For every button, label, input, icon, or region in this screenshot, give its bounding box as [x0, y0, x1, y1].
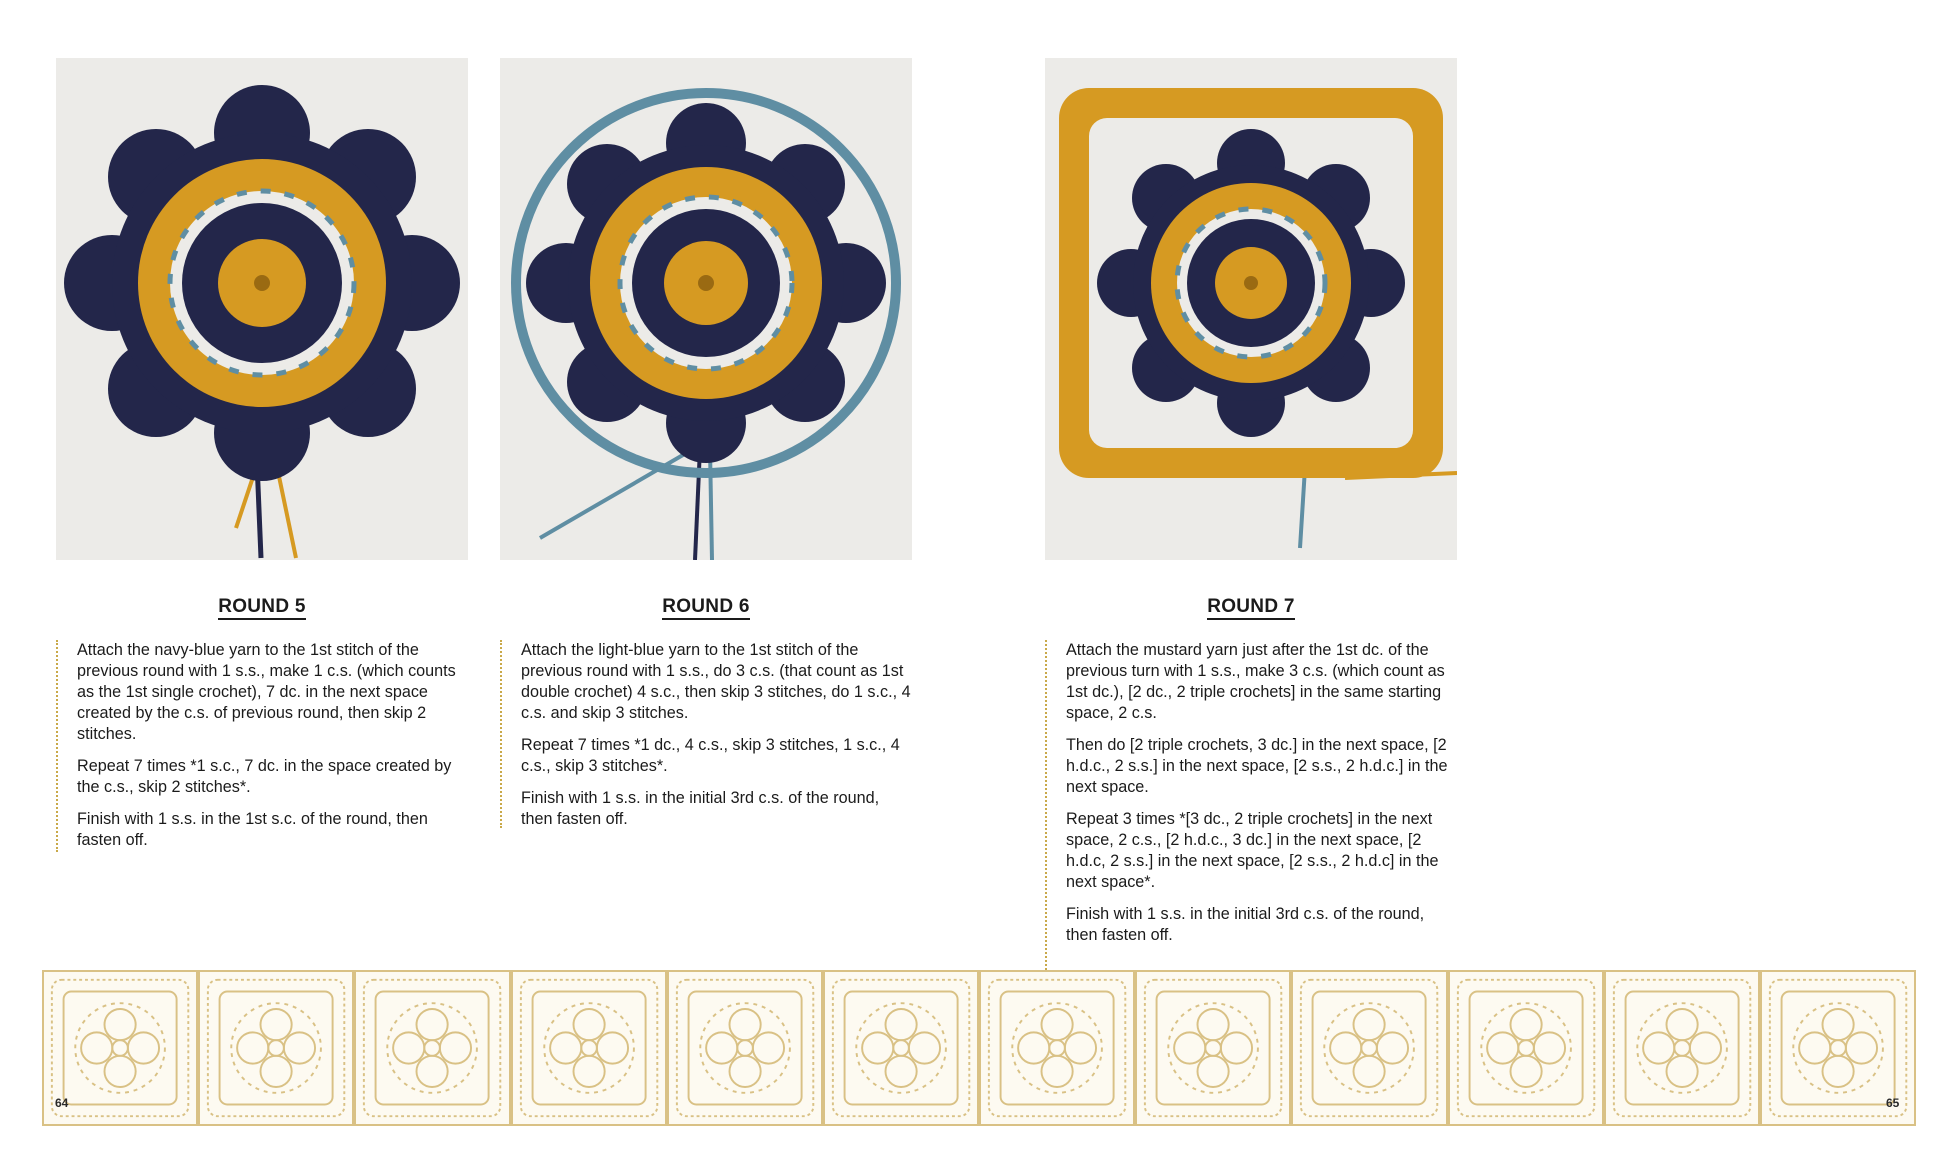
page-number-right: 65: [1886, 1096, 1900, 1110]
granny-square-icon: [1293, 972, 1445, 1124]
granny-square-tile: [823, 970, 979, 1126]
granny-square-icon: [1137, 972, 1289, 1124]
instruction-paragraph: Finish with 1 s.s. in the 1st s.c. of the round, then fasten off.: [77, 810, 428, 849]
instruction-paragraph: Repeat 7 times *1 dc., 4 c.s., skip 3 stitches, 1 s.c., 4 c.s., skip 3 stitches*.: [521, 736, 900, 775]
granny-square-tile: [1604, 970, 1760, 1126]
granny-square-tile: [354, 970, 510, 1126]
granny-square-icon: [1450, 972, 1602, 1124]
granny-square-tile: [198, 970, 354, 1126]
instruction-paragraph: Repeat 3 times *[3 dc., 2 triple crochets] in the next space, 2 c.s., [2 h.d.c., 3 dc.] in the next space, [2 h.d.c, 2 s.s.] in the next space, [2 s.s., 2 h.d.c] in the next space*.: [1066, 810, 1439, 891]
round-5-photo: [56, 58, 468, 560]
round-5-title: ROUND 5: [56, 596, 468, 618]
instruction-paragraph: Attach the mustard yarn just after the 1st dc. of the previous turn with 1 s.s., make 3 c.s. (which count as 1st dc.), [2 dc., 2 triple crochets] in the same starting space, 2 c.s.: [1066, 641, 1445, 722]
round-6-title: ROUND 6: [500, 596, 912, 618]
instruction-paragraph: Attach the navy-blue yarn to the 1st stitch of the previous round with 1 s.s., make 1 c.s. (which counts as the 1st single crochet), 7 dc. in the next space created by the c.s. of previous round, then skip 2 stitches.: [77, 641, 456, 743]
instruction-paragraph: Repeat 7 times *1 s.c., 7 dc. in the space created by the c.s., skip 2 stitches*.: [77, 757, 452, 796]
granny-square-icon: [669, 972, 821, 1124]
granny-square-icon: [981, 972, 1133, 1124]
granny-square-icon: [200, 972, 352, 1124]
round-7-photo: [1045, 58, 1457, 560]
granny-square-tile: [1291, 970, 1447, 1126]
page-number-left: 64: [55, 1096, 69, 1110]
decorative-border-strip: [42, 970, 1916, 1126]
granny-square-icon: [356, 972, 508, 1124]
instruction-paragraph: Finish with 1 s.s. in the initial 3rd c.s. of the round, then fasten off.: [521, 789, 880, 828]
round-7-title: ROUND 7: [1045, 596, 1457, 618]
granny-square-tile: [667, 970, 823, 1126]
granny-square-tile: [511, 970, 667, 1126]
granny-square-tile: [1135, 970, 1291, 1126]
granny-square-tile: [1448, 970, 1604, 1126]
instruction-paragraph: Then do [2 triple crochets, 3 dc.] in the next space, [2 h.d.c., 2 s.s.] in the next space, [2 s.s., 2 h.d.c.] in the next space.: [1066, 736, 1448, 796]
round-7-instructions: [1045, 640, 1456, 970]
instruction-paragraph: Finish with 1 s.s. in the initial 3rd c.s. of the round, then fasten off.: [1066, 905, 1425, 944]
round-5-instructions: [56, 640, 467, 852]
instruction-paragraph: Attach the light-blue yarn to the 1st stitch of the previous round with 1 s.s., do 3 c.s. (that count as 1st double crochet) 4 s.c., then skip 3 stitches, do 1 s.c., 4 c.s. and skip 3 stitches.: [521, 641, 911, 722]
granny-square-tile: [979, 970, 1135, 1126]
granny-square-icon: [825, 972, 977, 1124]
granny-square-icon: [513, 972, 665, 1124]
round-6-instructions: [500, 640, 911, 828]
round-6-photo: [500, 58, 912, 560]
granny-square-icon: [1606, 972, 1758, 1124]
